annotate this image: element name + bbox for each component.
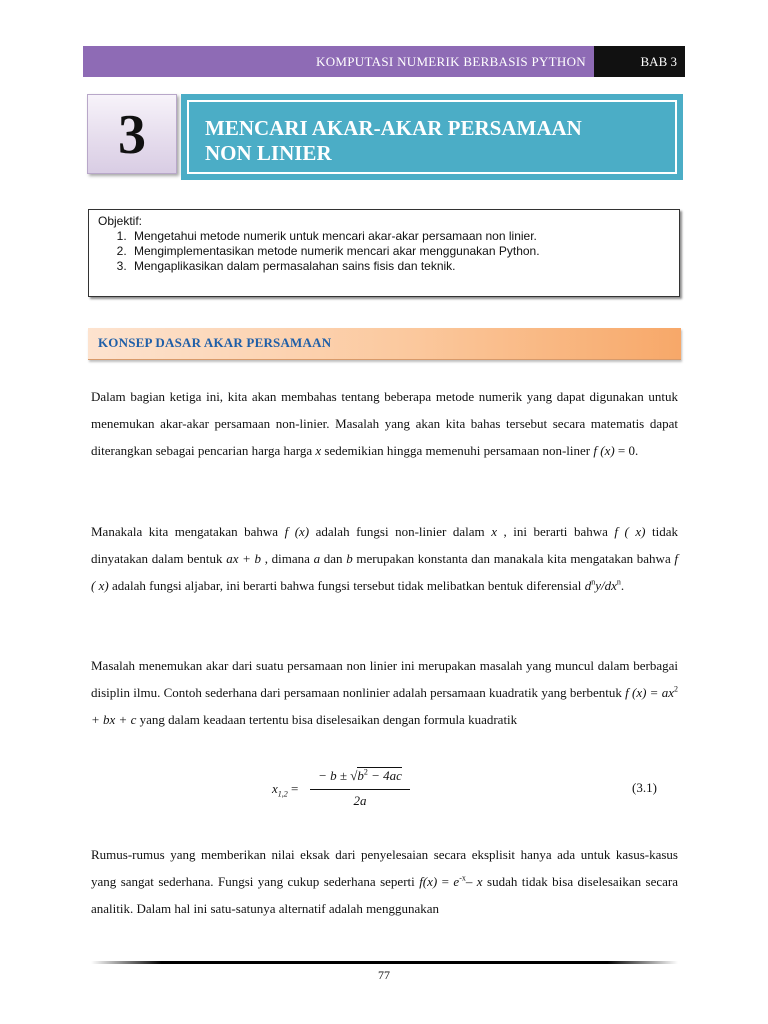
chapter-title-line1: MENCARI AKAR-AKAR PERSAMAAN	[205, 116, 582, 140]
chapter-title	[205, 116, 675, 166]
chapter-number-box	[87, 94, 177, 174]
objective-item: 1. Mengetahui metode numerik untuk mencari akar-akar persamaan non linier.	[130, 229, 670, 244]
paragraph-3: Masalah menemukan akar dari suatu persamaan non linier ini merupakan masalah yang muncul dalam berbagai disiplin ilmu. Contoh sederhana dari persamaan nonlinier adalah persamaan kuadratik yang berbentuk f $(x) = ax^2$ + bx + c yang dalam keadaan tertentu bisa diselesaikan dengan formula kuadratik	[91, 658, 678, 727]
quadratic-formula	[272, 768, 422, 812]
objective-item: 3. Mengaplikasikan dalam permasalahan sains fisis dan teknik.	[130, 259, 670, 274]
paragraph-2: Manakala kita mengatakan bahwa f (x) adalah fungsi non-linier dalam x , ini berarti bahwa f ( x) tidak dinyatakan dalam bentuk ax + b , dimana a dan b merupakan konstanta dan manakala kita mengatakan bahwa f ( x) adalah fungsi aljabar, ini berarti bahwa fungsi tersebut tidak melibatkan bentuk diferensial $d^ny/dx^n$.	[91, 524, 679, 593]
section-heading: KONSEP DASAR AKAR PERSAMAAN	[98, 335, 332, 350]
paragraph-1: Dalam bagian ketiga ini, kita akan membahas tentang beberapa metode numerik yang dapat digunakan untuk menemukan akar-akar persamaan non-linier. Masalah yang akan kita bahas tersebut secara matematis dapat diterangkan sebagai pencarian harga harga x sedemikian hingga memenuhi persamaan non-liner f (x) = 0.	[91, 389, 678, 458]
objectives-label: Objektif:	[98, 214, 143, 228]
header-title: KOMPUTASI NUMERIK BERBASIS PYTHON	[316, 54, 586, 69]
equation-numerator: − $b \pm √b^2 - 4ac$	[318, 767, 402, 783]
header-chapter-label: BAB 3	[640, 54, 677, 69]
header-title-bar	[83, 46, 594, 77]
paragraph-4: Rumus-rumus yang memberikan nilai eksak dari penyelesaian secara eksplisit hanya ada untuk kasus-kasus yang sangat sederhana. Fungsi yang cukup sederhana seperti $f(x) = e^{-x}-$ x sudah tidak bisa diselesaikan secara analitik. Dalam hal ini satu-satunya alternatif adalah menggunakan	[91, 847, 678, 916]
chapter-number: 3	[118, 104, 146, 166]
fraction-bar	[310, 789, 410, 790]
chapter-title-line2: NON LINIER	[205, 141, 332, 165]
running-header	[83, 46, 685, 77]
objectives-list	[98, 229, 670, 274]
chapter-title-frame	[187, 100, 677, 174]
chapter-title-box	[181, 94, 683, 180]
equation-denominator: 2a	[353, 793, 367, 808]
objectives-box	[88, 209, 680, 297]
objective-item: 2. Mengimplementasikan metode numerik mencari akar menggunakan Python.	[130, 244, 670, 259]
section-heading-bar	[88, 328, 681, 360]
equation-number: (3.1)	[632, 780, 657, 795]
page-number: 77	[378, 968, 390, 982]
header-chapter-bar	[594, 46, 685, 77]
footer-rule	[91, 961, 678, 964]
equation-lhs: $x_{1,2}$ =	[272, 781, 299, 799]
